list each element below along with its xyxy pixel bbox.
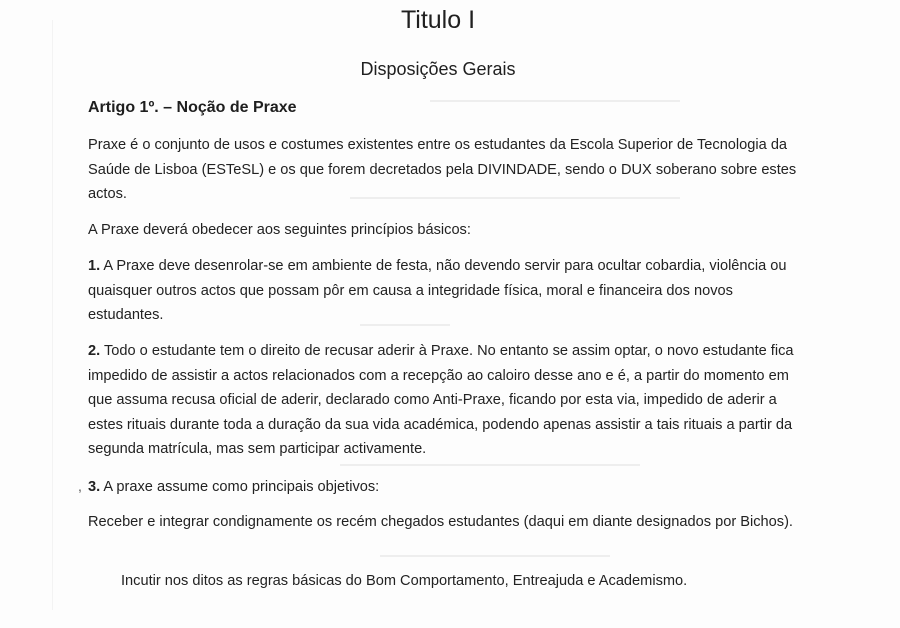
principle-text: Todo o estudante tem o direito de recusar aderir à Praxe. No entanto se assim optar, o novo estudante fica impedido de assistir a actos relacionados com a recepção ao caloiro desse ano e é, a partir do momento em que assuma recusa oficial de aderir, declarado como Anti-Praxe, ficando por esta via, impedido de aderir a estes rituais durante toda a duração da sua vida académica, podendo apenas assistir a tais rituais a partir da segunda matrícula, mas sem participar activamente. — [88, 343, 794, 457]
objective-receive: Receber e integrar condignamente os recém chegados estudantes (daqui em diante designados por Bichos). — [88, 514, 793, 530]
stray-mark: , — [78, 478, 82, 494]
principle-2 — [88, 339, 808, 462]
principle-number: 2. — [88, 343, 101, 359]
principle-number: 1. — [88, 258, 101, 274]
principle-number: 3. — [88, 479, 101, 495]
principle-text: A praxe assume como principais objetivos: — [100, 479, 380, 495]
paragraph-definition: Praxe é o conjunto de usos e costumes existentes entre os estudantes da Escola Superior de Tecnologia da Saúde de Lisboa (ESTeSL) e os que forem decretados pela DIVINDADE, sendo o DUX soberano sobre estes actos. — [88, 137, 797, 202]
bleed-through-mark — [380, 555, 610, 557]
page-title: Titulo I — [400, 6, 476, 34]
bleed-through-mark — [430, 100, 680, 102]
article-heading: Artigo 1º. – Noção de Praxe — [88, 99, 297, 116]
section-subtitle: Disposições Gerais — [360, 59, 516, 79]
objective-instill: Incutir nos ditos as regras básicas do Bom Comportamento, Entreajuda e Academismo. — [121, 573, 688, 589]
paragraph-principles-intro: A Praxe deverá obedecer aos seguintes princípios básicos: — [88, 222, 471, 238]
bleed-through-mark — [340, 464, 640, 466]
principle-1 — [88, 254, 808, 328]
principle-text: A Praxe deve desenrolar-se em ambiente de festa, não devendo servir para ocultar cobardia, violência ou quaisquer outros actos que possam pôr em causa a integridade física, moral e financeira dos novos estudantes. — [88, 258, 787, 323]
principle-3 — [88, 475, 808, 500]
page-edge-shadow — [52, 20, 53, 610]
